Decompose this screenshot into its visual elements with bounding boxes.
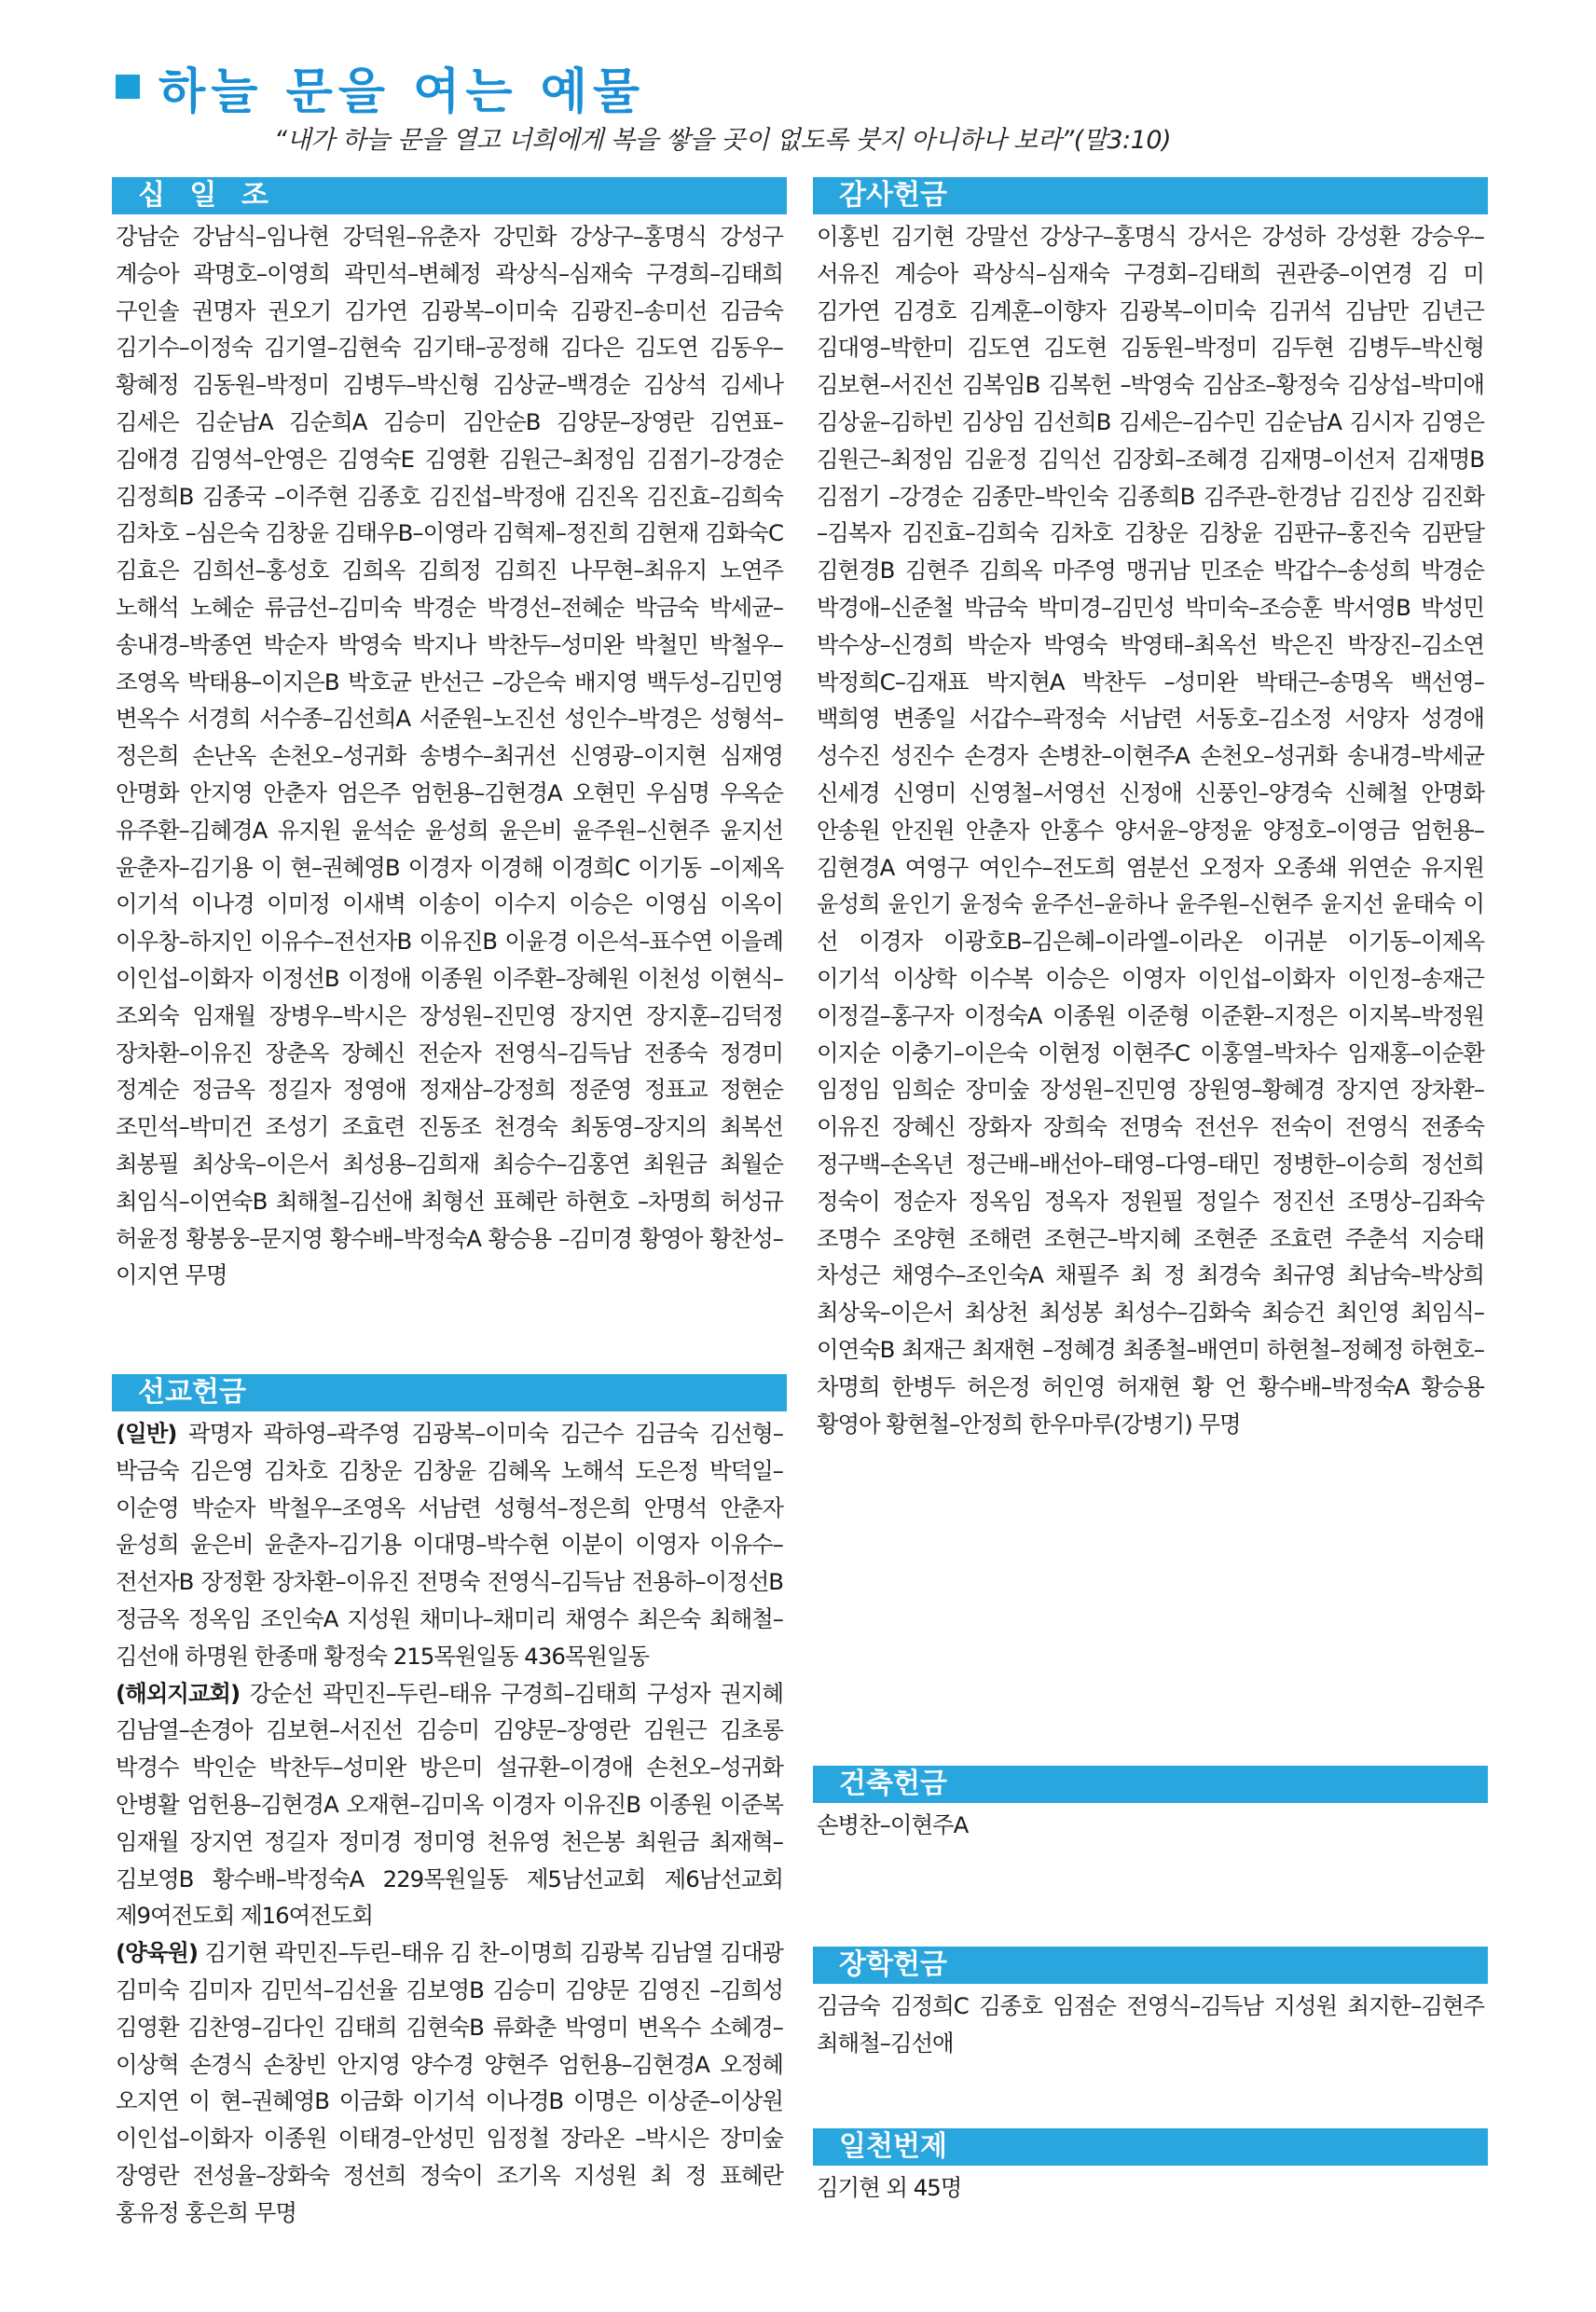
building-heading: 건축헌금 bbox=[813, 1766, 1488, 1803]
thousand-offering-heading: 일천번제 bbox=[813, 2128, 1488, 2166]
thanks-names: 이홍빈 김기현 강말선 강상구–홍명식 강서은 강성하 강성환 강승우–서유진 계승아 곽상식–심재숙 구경회–김태희 권관중–이연경 김 미 김가연 김경호 김계훈–이향자 김광복–이미숙 김귀석 김남만 김년근 김대영–박한미 김도연 김도현 김동원–박정미 김두현 김병두–박신형 김보현–서진선 김복임B 김복헌 –박영숙 김삼조–황정숙 김상섭–박미애 김상윤–김하빈 김상임 김선희B 김세은–김수민 김순남A 김시자 김영은 김원근–최정임 김윤정 김익선 김장회–조혜경 김재명–이선저 김재명B 김점기 –강경순 김종만–박인숙 김종희B 김주관–한경남 김진상 김진화 –김복자 김진효–김희숙 김차호 김창운 김창윤 김판규–홍진숙 김판달 김현경B 김현주 김희옥 마주영 맹귀남 민조순 박갑수–송성희 박경순 박경애–신준철 박금숙 박미경–김민성 박미숙–조승훈 박서영B 박성민 박수상–신경희 박순자 박영숙 박영태–최옥선 박은진 박장진–김소연 박정희C–김재표 박지현A 박찬두 –성미완 박태근–송명옥 백선영–백희영 변종일 서갑수–곽정숙 서남련 서동호–김소정 서양자 성경애 성수진 성진수 손경자 손병찬–이현주A 손천오–성귀화 송내경–박세균 신세경 신영미 신영철–서영선 신정애 신풍인–양경숙 신혜철 안명화 안송원 안진원 안춘자 안홍수 양서윤–양정윤 양정호–이영금 엄헌용–김현경A 여영구 여인수–전도희 염분선 오정자 오종쇄 위연순 유지원 윤성희 윤인기 윤정숙 윤주선–윤하나 윤주원–신현주 윤지선 윤태숙 이 선 이경자 이광호B–김은혜–이라엘–이라온 이귀분 이기동–이제옥 이기석 이상학 이수복 이승은 이영자 이인섭–이화자 이인정–송재근 이정걸–홍구자 이정숙A 이종원 이준형 이준환–지정은 이지복–박정원 이지순 이충기–이은숙 이현정 이현주C 이홍열–박차수 임재홍–이순환 임정임 임희순 장미숲 장성원–진민영 장원영–황혜경 장지연 장차환–이유진 장혜신 장화자 장희숙 전명숙 전선우 전숙이 전영식 전종숙 정구백–손옥년 정근배–배선아–태영–다영–태민 정병한–이승희 정선희 정숙이 정순자 정옥임 정옥자 정원필 정일수 정진선 조명상–김좌숙 조명수 조양현 조해련 조현근–박지혜 조현준 조효련 주춘석 지승태 차성근 채영수–조인숙A 채필주 최 정 최경숙 최규영 최남숙–박상희 최상욱–이은서 최상천 최성봉 최성수–김화숙 최승건 최인영 최임식–이연숙B 최재근 최재현 –정혜경 최종철–배연미 하현철–정혜정 하현호–차명희 한병두 허은정 허인영 허재현 황 언 황수배–박정숙A 황승용 황영아 황현철–안정희 한우마루(강병기) 무명 bbox=[817, 223, 1484, 1438]
bullet-square-icon bbox=[116, 75, 140, 99]
tithe-section bbox=[112, 177, 787, 1361]
group-tag: (일반) bbox=[116, 1420, 177, 1447]
scholarship-heading: 장학헌금 bbox=[813, 1947, 1488, 1984]
group-names: 강순선 곽민진–두린–태유 구경희–김태희 구성자 권지혜 김남열–손경아 김보현–서진선 김승미 김양문–장영란 김원근 김초롱 박경수 박인순 박찬두–성미완 방은미 설규환–이경애 손천오–성귀화 안병활 엄헌용–김현경A 오재현–김미옥 이경자 이유진B 이종원 이준복 임재월 장지연 정길자 정미경 정미영 천유영 천은봉 최원금 최재혁–김보영B 황수배–박정숙A 229목원일동 제5남선교회 제6남선교회 제9여전도회 제16여전도회 bbox=[116, 1679, 783, 1930]
mission-group-general bbox=[116, 1415, 783, 1675]
group-tag: (양육원) bbox=[116, 1939, 198, 1967]
bible-verse: “내가 하늘 문을 열고 너희에게 복을 쌓을 곳이 없도록 붓지 아니하나 보라”(말3:10) bbox=[274, 126, 1172, 155]
building-names: 손병찬–이현주A bbox=[817, 1811, 969, 1838]
tithe-names: 강남순 강남식–임나현 강덕원–유춘자 강민화 강상구–홍명식 강성구 계승아 곽명호–이영희 곽민석–변혜정 곽상식–심재숙 구경희–김태희 구인솔 권명자 권오기 김가연 김광복–이미숙 김광진–송미선 김금숙 김기수–이정숙 김기열–김현숙 김기태–공정해 김다은 김도연 김동우–황혜정 김동원–박정미 김병두–박신형 김상균–백경순 김상석 김세나 김세은 김순남A 김순희A 김승미 김안순B 김양문–장영란 김연표–김애경 김영석–안영은 김영숙E 김영환 김원근–최정임 김점기–강경순 김정희B 김종국 –이주현 김종호 김진섭–박정애 김진옥 김진효–김희숙 김차호 –심은숙 김창윤 김태우B–이영라 김혁제–정진희 김현재 김화숙C 김효은 김희선–홍성호 김희옥 김희정 김희진 나무현–최유지 노연주 노해석 노혜순 류금선–김미숙 박경순 박경선–전혜순 박금숙 박세균–송내경–박종연 박순자 박영숙 박지나 박찬두–성미완 박철민 박철우–조영옥 박태용–이지은B 박호균 반선근 –강은숙 배지영 백두성–김민영 변옥수 서경희 서수종–김선희A 서준원–노진선 성인수–박경은 성형석–정은희 손난옥 손천오–성귀화 송병수–최귀선 신영광–이지현 심재영 안명화 안지영 안춘자 엄은주 엄헌용–김현경A 오현민 우심명 우옥순 유주환–김혜경A 유지원 윤석순 윤성희 윤은비 윤주원–신현주 윤지선 윤춘자–김기용 이 현–권혜영B 이경자 이경해 이경희C 이기동 –이제옥 이기석 이나경 이미정 이새벽 이송이 이수지 이승은 이영심 이옥이 이우창–하지인 이유수–전선자B 이유진B 이윤경 이은석–표수연 이을례 이인섭–이화자 이정선B 이정애 이종원 이주환–장혜원 이천성 이현식–조외숙 임재월 장병우–박시은 장성원–진민영 장지연 장지훈–김덕정 장차환–이유진 장춘옥 장혜신 전순자 전영식–김득남 전종숙 정경미 정계순 정금옥 정길자 정영애 정재삼–강정희 정준영 정표교 정현순 조민석–박미건 조성기 조효련 진동조 천경숙 최동영–장지의 최복선 최봉필 최상욱–이은서 최성용–김희재 최승수–김홍연 최원금 최월순 최임식–이연숙B 최해철–김선애 최형선 표혜란 하현호 –차명희 허성규 허윤정 황봉웅–문지영 황수배–박정숙A 황승용 –김미경 황영아 황찬성–이지연 무명 bbox=[116, 223, 783, 1289]
mission-body bbox=[112, 1415, 787, 2232]
thousand-offering-names: 김기현 외 45명 bbox=[817, 2174, 962, 2202]
mission-group-overseas bbox=[116, 1675, 783, 1935]
tithe-heading: 십 일 조 bbox=[112, 177, 787, 214]
group-names: 김기현 곽민진–두린–태유 김 찬–이명희 김광복 김남열 김대광 김미숙 김미자 김민석–김선율 김보영B 김승미 김양문 김영진 –김희성 김영환 김찬영–김다인 김태희 김현숙B 류화춘 박영미 변옥수 소혜경–이상혁 손경식 손창빈 안지영 양수경 양현주 엄헌용–김현경A 오정혜 오지연 이 현–권혜영B 이금화 이기석 이나경B 이명은 이상준–이상원 이인섭–이화자 이종원 이태경–안성민 임정철 장라온 –박시은 장미숲 장영란 전성율–장화숙 정선희 정숙이 조기옥 지성원 최 정 표혜란 홍유정 홍은희 무명 bbox=[116, 1939, 783, 2226]
thanks-heading: 감사헌금 bbox=[813, 177, 1488, 214]
mission-section bbox=[112, 1374, 787, 2232]
thanks-section bbox=[813, 177, 1488, 1728]
mission-group-nursery bbox=[116, 1934, 783, 2231]
mission-heading: 선교헌금 bbox=[112, 1374, 787, 1411]
building-section bbox=[813, 1766, 1488, 1844]
thousand-offering-section bbox=[813, 2128, 1488, 2207]
group-names: 곽명자 곽하영–곽주영 김광복–이미숙 김근수 김금숙 김선형–박금숙 김은영 김차호 김창운 김창윤 김혜옥 노해석 도은정 박덕일–이순영 박순자 박철우–조영옥 서남련 성형석–정은희 안명석 안춘자 윤성희 윤은비 윤춘자–김기용 이대명–박수현 이분이 이영자 이유수–전선자B 장정환 장차환–이유진 전명숙 전영식–김득남 전용하–이정선B 정금옥 정옥임 조인숙A 지성원 채미나–채미리 채영수 최은숙 최해철–김선애 하명원 한종매 황정숙 215목원일동 436목원일동 bbox=[116, 1420, 783, 1670]
page-title: 하늘 문을 여는 예물 bbox=[158, 63, 646, 120]
page-header bbox=[116, 54, 645, 119]
scholarship-names: 김금숙 김정희C 김종호 임점순 전영식–김득남 지성원 최지한–김현주 최해철–김선애 bbox=[817, 1991, 1484, 2057]
left-column bbox=[112, 177, 787, 2232]
scholarship-section bbox=[813, 1947, 1488, 2062]
right-column bbox=[813, 177, 1488, 2207]
group-tag: (해외지교회) bbox=[116, 1679, 241, 1707]
